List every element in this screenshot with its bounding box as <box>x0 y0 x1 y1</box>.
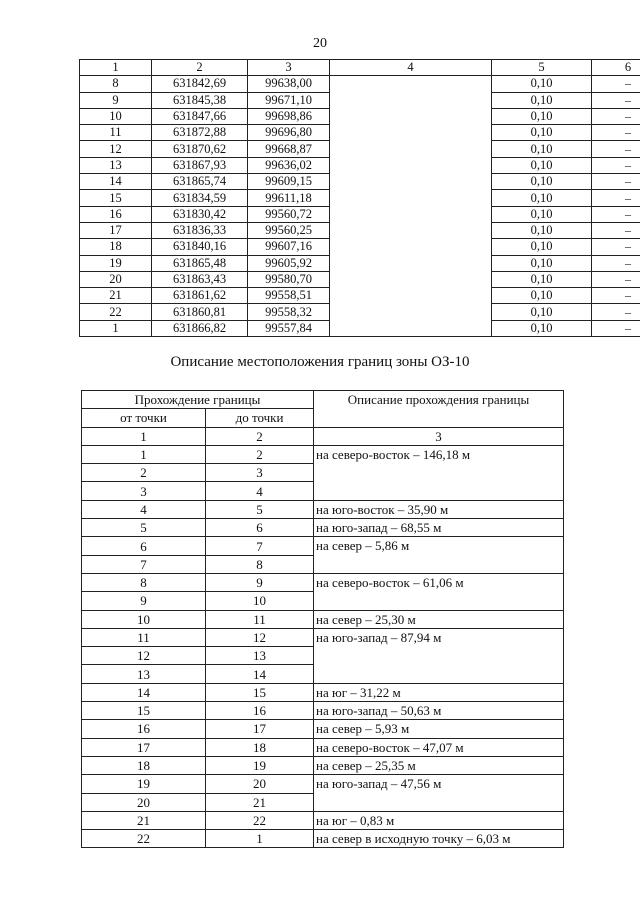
table-cell: 631834,59 <box>152 190 248 206</box>
table-cell: – <box>592 222 640 238</box>
table-cell: – <box>592 125 640 141</box>
to-point-cell: 16 <box>206 702 314 720</box>
table-row <box>82 683 564 701</box>
to-point-cell: 10 <box>206 592 314 610</box>
table-cell: 17 <box>80 222 152 238</box>
table-cell: 99698,86 <box>248 108 330 124</box>
description-cell: на север – 5,93 м <box>314 720 564 738</box>
header-passage: Прохождение границы <box>82 391 314 409</box>
table-cell: – <box>592 108 640 124</box>
description-cell: на север – 25,35 м <box>314 756 564 774</box>
description-cell: на юг – 31,22 м <box>314 683 564 701</box>
table-cell: 99560,25 <box>248 222 330 238</box>
table-cell: – <box>592 304 640 320</box>
header-to: до точки <box>206 409 314 427</box>
table-cell: 0,10 <box>492 141 592 157</box>
to-point-cell: 13 <box>206 647 314 665</box>
description-cell: на юго-восток – 35,90 м <box>314 500 564 518</box>
table-cell: – <box>592 288 640 304</box>
table-cell: 99636,02 <box>248 157 330 173</box>
table-row <box>80 76 640 92</box>
table-cell: 99696,80 <box>248 125 330 141</box>
description-cell: на юго-запад – 68,55 м <box>314 519 564 537</box>
table-cell: 99605,92 <box>248 255 330 271</box>
from-point-cell: 6 <box>82 537 206 555</box>
table-cell: – <box>592 141 640 157</box>
table-cell: – <box>592 271 640 287</box>
to-point-cell: 2 <box>206 445 314 463</box>
to-point-cell: 9 <box>206 573 314 591</box>
to-point-cell: 12 <box>206 628 314 646</box>
table-row <box>82 756 564 774</box>
to-point-cell: 21 <box>206 793 314 811</box>
boundary-table <box>81 390 564 848</box>
table-cell: – <box>592 174 640 190</box>
table-cell: 99557,84 <box>248 320 330 336</box>
from-point-cell: 16 <box>82 720 206 738</box>
table-cell: 0,10 <box>492 304 592 320</box>
to-point-cell: 14 <box>206 665 314 683</box>
table-row <box>82 775 564 793</box>
from-point-cell: 1 <box>82 445 206 463</box>
table-cell: 0,10 <box>492 174 592 190</box>
table-cell: 0,10 <box>492 190 592 206</box>
table-cell: 631842,69 <box>152 76 248 92</box>
numbering-cell: 2 <box>206 427 314 445</box>
header-from: от точки <box>82 409 206 427</box>
table-cell: 631836,33 <box>152 222 248 238</box>
table-cell: 631872,88 <box>152 125 248 141</box>
table-cell: 631870,62 <box>152 141 248 157</box>
table-row <box>82 830 564 848</box>
boundary-header-row <box>82 391 564 409</box>
table-cell: 99668,87 <box>248 141 330 157</box>
table-row <box>82 628 564 646</box>
from-point-cell: 22 <box>82 830 206 848</box>
table-cell: 0,10 <box>492 76 592 92</box>
table-row <box>82 720 564 738</box>
table-cell: 631847,66 <box>152 108 248 124</box>
from-point-cell: 2 <box>82 464 206 482</box>
table-cell: 99671,10 <box>248 92 330 108</box>
numbering-cell: 1 <box>82 427 206 445</box>
header-cell: 2 <box>152 60 248 76</box>
header-cell: 5 <box>492 60 592 76</box>
from-point-cell: 4 <box>82 500 206 518</box>
table-row <box>82 610 564 628</box>
table-cell: 8 <box>80 76 152 92</box>
table-cell: 0,10 <box>492 222 592 238</box>
description-cell: на юго-запад – 50,63 м <box>314 702 564 720</box>
table-row <box>82 811 564 829</box>
table-cell: – <box>592 76 640 92</box>
table-cell: 99611,18 <box>248 190 330 206</box>
coordinates-table <box>79 59 640 337</box>
to-point-cell: 5 <box>206 500 314 518</box>
from-point-cell: 20 <box>82 793 206 811</box>
description-cell: на север – 5,86 м <box>314 537 564 574</box>
description-cell: на север – 25,30 м <box>314 610 564 628</box>
table-cell: 631861,62 <box>152 288 248 304</box>
table-cell: 631866,82 <box>152 320 248 336</box>
table-cell: 16 <box>80 206 152 222</box>
table-cell: 19 <box>80 255 152 271</box>
table-cell: 20 <box>80 271 152 287</box>
from-point-cell: 11 <box>82 628 206 646</box>
table-cell: 0,10 <box>492 125 592 141</box>
table-cell: 631865,74 <box>152 174 248 190</box>
table-cell: 0,10 <box>492 108 592 124</box>
numbering-cell: 3 <box>314 427 564 445</box>
page-number: 20 <box>313 36 327 51</box>
table-cell: 99609,15 <box>248 174 330 190</box>
header-description: Описание прохождения границы <box>314 391 564 428</box>
table-cell: 0,10 <box>492 206 592 222</box>
table-cell: 99580,70 <box>248 271 330 287</box>
to-point-cell: 8 <box>206 555 314 573</box>
table-cell: 631865,48 <box>152 255 248 271</box>
header-cell: 4 <box>330 60 492 76</box>
description-cell: на юг – 0,83 м <box>314 811 564 829</box>
table-cell: – <box>592 320 640 336</box>
table-cell: – <box>592 206 640 222</box>
from-point-cell: 7 <box>82 555 206 573</box>
description-cell: на северо-восток – 61,06 м <box>314 573 564 610</box>
from-point-cell: 10 <box>82 610 206 628</box>
header-cell: 6 <box>592 60 640 76</box>
table-cell: 99607,16 <box>248 239 330 255</box>
from-point-cell: 15 <box>82 702 206 720</box>
table-cell: – <box>592 190 640 206</box>
table-cell: 99638,00 <box>248 76 330 92</box>
to-point-cell: 4 <box>206 482 314 500</box>
from-point-cell: 17 <box>82 738 206 756</box>
table-cell: 631860,81 <box>152 304 248 320</box>
table-cell: 9 <box>80 92 152 108</box>
table-row <box>82 738 564 756</box>
description-cell: на юго-запад – 87,94 м <box>314 628 564 683</box>
to-point-cell: 3 <box>206 464 314 482</box>
description-cell: на северо-восток – 146,18 м <box>314 445 564 500</box>
from-point-cell: 8 <box>82 573 206 591</box>
table-cell: – <box>592 92 640 108</box>
from-point-cell: 5 <box>82 519 206 537</box>
table-cell: – <box>592 157 640 173</box>
table-cell: 0,10 <box>492 288 592 304</box>
table-cell: 0,10 <box>492 320 592 336</box>
table-cell: 631830,42 <box>152 206 248 222</box>
from-point-cell: 19 <box>82 775 206 793</box>
table-cell: 18 <box>80 239 152 255</box>
from-point-cell: 21 <box>82 811 206 829</box>
table-cell: – <box>592 255 640 271</box>
table-cell: 99558,32 <box>248 304 330 320</box>
table-cell: 1 <box>80 320 152 336</box>
to-point-cell: 11 <box>206 610 314 628</box>
header-cell: 3 <box>248 60 330 76</box>
to-point-cell: 18 <box>206 738 314 756</box>
to-point-cell: 6 <box>206 519 314 537</box>
table-cell: 14 <box>80 174 152 190</box>
merged-empty-cell <box>330 76 492 337</box>
from-point-cell: 18 <box>82 756 206 774</box>
table-cell: 99558,51 <box>248 288 330 304</box>
table-cell: 10 <box>80 108 152 124</box>
from-point-cell: 14 <box>82 683 206 701</box>
description-cell: на север в исходную точку – 6,03 м <box>314 830 564 848</box>
table-cell: 22 <box>80 304 152 320</box>
to-point-cell: 22 <box>206 811 314 829</box>
from-point-cell: 13 <box>82 665 206 683</box>
table-cell: 0,10 <box>492 92 592 108</box>
table-cell: 21 <box>80 288 152 304</box>
boundary-numbering-row <box>82 427 564 445</box>
table-cell: 99560,72 <box>248 206 330 222</box>
from-point-cell: 3 <box>82 482 206 500</box>
description-cell: на юго-запад – 47,56 м <box>314 775 564 812</box>
description-cell: на северо-восток – 47,07 м <box>314 738 564 756</box>
from-point-cell: 12 <box>82 647 206 665</box>
table-cell: 13 <box>80 157 152 173</box>
to-point-cell: 19 <box>206 756 314 774</box>
table-cell: 0,10 <box>492 157 592 173</box>
table-row <box>82 573 564 591</box>
table-cell: 0,10 <box>492 255 592 271</box>
table-cell: 631840,16 <box>152 239 248 255</box>
table-cell: 15 <box>80 190 152 206</box>
table-cell: 12 <box>80 141 152 157</box>
coordinates-header-row <box>80 60 640 76</box>
section-title: Описание местоположения границ зоны ОЗ-10 <box>170 354 470 370</box>
to-point-cell: 7 <box>206 537 314 555</box>
from-point-cell: 9 <box>82 592 206 610</box>
to-point-cell: 17 <box>206 720 314 738</box>
to-point-cell: 15 <box>206 683 314 701</box>
to-point-cell: 20 <box>206 775 314 793</box>
table-row <box>82 702 564 720</box>
table-cell: 11 <box>80 125 152 141</box>
table-cell: – <box>592 239 640 255</box>
table-cell: 0,10 <box>492 239 592 255</box>
table-row <box>82 445 564 463</box>
table-cell: 631863,43 <box>152 271 248 287</box>
table-cell: 631867,93 <box>152 157 248 173</box>
to-point-cell: 1 <box>206 830 314 848</box>
table-cell: 631845,38 <box>152 92 248 108</box>
table-cell: 0,10 <box>492 271 592 287</box>
header-cell: 1 <box>80 60 152 76</box>
table-row <box>82 500 564 518</box>
table-row <box>82 537 564 555</box>
table-row <box>82 519 564 537</box>
